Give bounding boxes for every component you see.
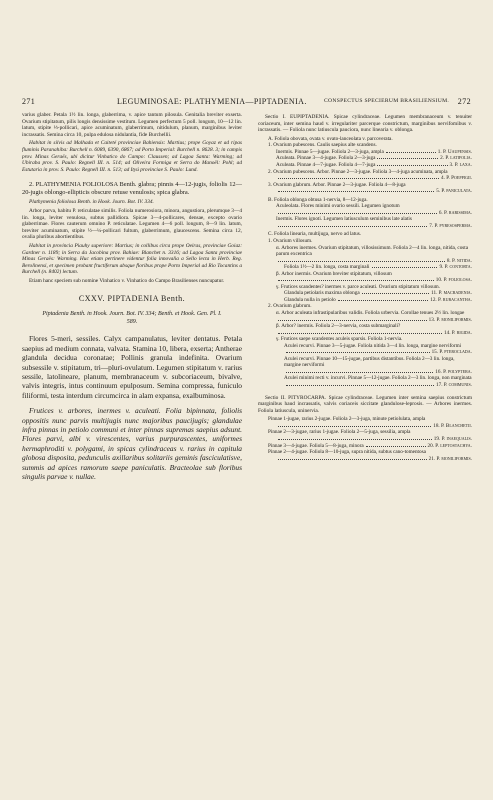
key-species: 7. P. pyresosperma. xyxy=(429,222,472,229)
key-species: 20. P. leptostachya. xyxy=(427,442,472,449)
key-text: Inermis. Pinnae 5—jugae. Foliola 2—3-juga, ampla xyxy=(276,148,384,155)
key-text: Aculeata. Pinnae 4—7-jugae. Foliola 4—7-juga xyxy=(276,161,376,168)
page-number-right: 272 xyxy=(457,97,471,106)
key-text: α. Arbor aculeata infrastipularibus validis. Foliola urbervia. Corollae tenues 2½ lin. longae xyxy=(276,310,465,316)
sectio-heading: Sectio II. PITYROCARPA. Spicae cylindraceae. Legumen inter semina saepius constrictum marginibus haud incrassatis, valvis coriaceis siccitate glandulose-leprosis. — Arbores inermes. Foliola latiuscula, uninervia. xyxy=(258,394,472,414)
key-species: 8. P. nitida. xyxy=(446,257,472,264)
key-text: Glandula petiolaris maxima oblonga xyxy=(284,290,360,297)
key-lead: 1. Ovarium villosum. xyxy=(268,237,313,244)
key-species: 4. P. Poeppigii. xyxy=(441,175,472,182)
key-text: Pinnae 2—3-jugae, rarius 1-jugae. Foliola 2—5-juga, sessilia, ampla xyxy=(268,429,411,436)
key-species: 16. P. polyptera. xyxy=(435,368,472,375)
key-lead: B. Foliola oblonga obtusa 1-nervia, 8—12-juga. xyxy=(268,196,368,203)
key-text: Aculeata. Pinnae 3—4-jugae. Foliola 2—3-juga xyxy=(276,155,376,162)
key-species: 5. P. paniculata. xyxy=(436,188,472,195)
vernacular-note: Etiam hanc speciem sub nomine Vinhatico v. Vinhatico do Campo Brasilienses nuncupatur. xyxy=(29,277,225,284)
key-species: 14. P. rigida. xyxy=(444,329,472,336)
key-text: Aculei recurvi. Pinnae 3—5-jugae. Foliola nitida 3—4 lin. longa, margine nerviformi xyxy=(284,342,462,349)
key-species: 19. P. inaequalis. xyxy=(433,435,472,442)
key-text: Glandula nulla in petiolo xyxy=(284,296,336,303)
key-text: β. Arbor inermis. Ovarium breviter stipitatum, villosum xyxy=(276,270,392,277)
key-lead: A. Foliola obovata, ovata v. ovato-lanceolata v. parcoverata. xyxy=(268,135,393,142)
key-entry xyxy=(258,382,472,389)
running-title-right: CONSPECTUS SPECIERUM BRASILIENSIUM. xyxy=(324,98,450,104)
key-lead: C. Foliola linearia, multijuga, nervo ad latus. xyxy=(268,231,362,238)
key-text: α. Arbores inermes. Ovarium stipitatum, villosissimum. Foliola 2—4 lin. longa, nitida, costa parum excentrica xyxy=(276,244,469,258)
genus-description: Flores 5-meri, sessiles. Calyx campanulatus, leviter dentatus. Petala saepius ad medium connata, valvata. Stamina 10, libera, exserta; Antherae glandula decidua coronatae; Pollinis granula indefinita. Ovarium subsessile v. stipitatum, tri—pluri-ovulatum. Legumen stipitatum v. rarius sessile, latolineare, planum, membranaceum v. subcoriaceum, bivalve, valvis integris, intus continuum epulposum. Semina compressa, funiculo filiformi, testa interdum circumcirca in alam expansa, exalbuminosa. xyxy=(22,334,242,400)
habitat-paragraph: Habitat in provincia Piauhy superiore: Martius; in collibus circa prope Oeiras, provinciae Goiaz: Gardner n. 1189; in Serra da Jacobina prov. Bahiae: Blanchet n. 3316; ad Lagoa Santa provinciae Minas Geraës: Warming. Huc etiam pertinere videntur folia innovalia a Sello lecta in Herb. Reg. Berolinensi, et specimen probant fructiferum absque floribus prope Porto Imperial ad Rio Tocantins a Burchell (n. 8402) lectum. xyxy=(22,242,242,276)
key-lead: 2. Ovarium pubescens. Arbor. Pinnae 2—3-jugae. Foliola 3—4-juga acuminata, ampla xyxy=(268,168,448,175)
synonym-line: Plathymenia foliolosa Benth. in Hook. Journ. Bot. IV. 334. xyxy=(29,199,154,206)
key-text: Pinnae 3—4-jugae. Foliola 5—8-juga, minora xyxy=(268,442,364,449)
species-description: varius glaber. Petala 1½ lin. longa, glaberrima, v. apice tantum pilosula. Genitalia breviter exserta. Ovarium stipitatum, pilis longis densissime vestitum. Legumen perfectum 5 poll. longum, 10—12 lin. latum, stipite ⅓-pollicari, apice acuminatum, glaberrimum, nitidulum, planum, marginibus leviter incrassatis. Semina circa 10, pulpa edulosa nidulantia, fide Burchellii. xyxy=(22,112,242,138)
key-text: Pinnae 2—4-jugae. Foliola 8—10-juga, supra nitida, subtus cano-tomentosa xyxy=(268,449,426,456)
key-text: Aculei minimi recti v. incurvi. Pinnae 5—12-jugae. Foliola 2—3 lin. longa, non marginata xyxy=(284,375,472,382)
key-lead: 3. Ovarium glabrum. Arbor. Pinnae 2—3-jugae. Foliola 4—8-juga xyxy=(268,181,406,188)
right-column-key xyxy=(258,114,472,786)
species-description: Arbor parva, habitu P. reticulatae similis. Foliola numerosiora, minora, angustiora, plerumque 3—4 lin. longa, leviter venulosa, subtus pallidiora. Spicae 3—4-pollicares, densae, excepto ovario glaberrimae. Flores cauterum omnino P. reticulatae. Legumen 4—6 poll. longum, 8—9 lin. latum, breviter acuminatum, stipite ½—¼-pollicari fultum, glaberrimum, glaucescens. Semina circa 12, ovalia pluribus abortientibus. xyxy=(22,207,242,241)
left-column xyxy=(22,112,242,784)
key-species: 6. P. rarissima. xyxy=(438,209,472,216)
species-heading: 2. PLATHYMENIA FOLIOLOSA Benth. glabra; pinnis 4—12-jugis, foliolis 12—20-jugis oblongo-ellipticis obscure retuse venulosis; spica glabra. xyxy=(22,181,242,197)
key-species: 13. P. moniliformis. xyxy=(428,316,472,323)
key-lead: 2. Ovarium glabrum. xyxy=(268,303,312,310)
key-entry xyxy=(258,456,472,463)
key-text: β. Arbor? inermis. Foliola 2—3-nervia, costa submarginali? xyxy=(276,323,401,330)
key-lead: 1. Ovarium pubescens. Caulis saepius alte scandens. xyxy=(268,142,377,149)
key-species: 12. P. rubacantha. xyxy=(430,296,472,303)
key-species: 10. P. foliolosa. xyxy=(435,277,472,284)
running-title-left: LEGUMINOSAE: PLATHYMENIA—PIPTADENIA. xyxy=(117,97,307,106)
key-entry xyxy=(258,188,472,195)
key-species: 1. P. Uaupensis. xyxy=(437,148,472,155)
page-number-left: 271 xyxy=(22,97,36,106)
sectio-heading: Sectio I. EUPIPTADENIA. Spicae cylindraceae. Legumen membranaceum v. tenuiter coriaceum, inter semina haud v. irregulariter parcerque constrictum, marginibus nervifomibus v. incrassatis. — Foliola nunc latiuscula pauciora, nunc linearia v. oblonga. xyxy=(258,114,472,134)
key-text: Inermis. Flores ignoti. Legumen latiusculum seminibus late alatis xyxy=(276,216,412,223)
key-species: 15. P. pteroclada. xyxy=(431,349,472,356)
key-species: 11. P. macradenia. xyxy=(431,290,472,297)
key-text: Foliola 1½—2 lin. longa, costa marginali xyxy=(284,264,370,271)
key-entry xyxy=(258,223,472,230)
key-text: γ. Frutices scandentes? inermes v. parce aculeati. Ovarium stipitatum villosum. xyxy=(276,283,441,290)
key-text: γ. Frutices saepe scandentes aculeis sparsis. Foliola 1-nervia. xyxy=(276,336,403,343)
running-header xyxy=(22,97,471,109)
key-species: 21. P. moniliformis. xyxy=(428,455,472,462)
key-text: Aculei recurvi. Pinnae 10—15-jugae, partibus distantibus. Foliola 2—3 lin. longa, margine nerviformi xyxy=(284,355,455,369)
key-entry xyxy=(258,264,472,271)
key-text: Aculeolata. Flores minimi ovario sessili. Legumen ignotum xyxy=(276,203,400,210)
key-species: 18. P. Blanchetii. xyxy=(433,422,472,429)
key-species: 17. P. communis. xyxy=(436,382,472,389)
key-species: 2. P. latifolia. xyxy=(440,155,472,162)
key-species: 9. P. contorta. xyxy=(439,264,472,271)
genus-habit-description: Frutices v. arbores, inermes v. aculeati. Folia bipinnata, foliolis oppositis nunc parvis multijugis nunc majoribus paucijugis; glandulae infra pinnas in petiolo communi et inter pinnas supremas saepius adsunt. Flores parvi, albi v. virescentes, varius purpurascentes, uniformes hermaphroditi v. polygami, in spicas cylindraceas v. rarius in capitula globosa disposita, pedunculis axillaribus solitariis geminis fasciculatisve, summis ad apices ramorum saepe paniculatis. Bracteolae sub floribus singulis parvae v. nullae. xyxy=(22,406,242,481)
genus-synonym: Piptadenia Benth. in Hook. Journ. Bot. IV. 334; Benth. et Hook. Gen. Pl. I. 589. xyxy=(42,311,222,325)
key-text: Pinnae 1-jugae, rarius 2-jugae. Foliola 2—3-juga, minute petiolulata, ampla xyxy=(268,416,426,423)
key-species: 3. P. laxa. xyxy=(449,161,472,168)
habitat-paragraph: Habitat in silvis ad Malhada et Caiteté provinciae Bahiensis: Martius; prope Goyaz et ad ripas fluminis Paranahiba: Burchell n. 6089, 6390, 6867; ad Porto Imperial: Burchell n. 8628. 3; in campis prov. Minas Geraës, ubi dicitur Vinhatico do Campo: Claussen; ad Lagoa Santa: Warming; ad Ubiraba prov. S. Paulo: Regnell III. n. 514; ad Oliveira Formiga et Serra do Manoël: Pohl; ad Estutaria in prov. S. Paulo: Regnell III. n. 513; ad Ityú provinciae S. Paulo: Lund. xyxy=(22,140,242,173)
genus-heading: CXXV. PIPTADENIA Benth. xyxy=(78,294,186,304)
